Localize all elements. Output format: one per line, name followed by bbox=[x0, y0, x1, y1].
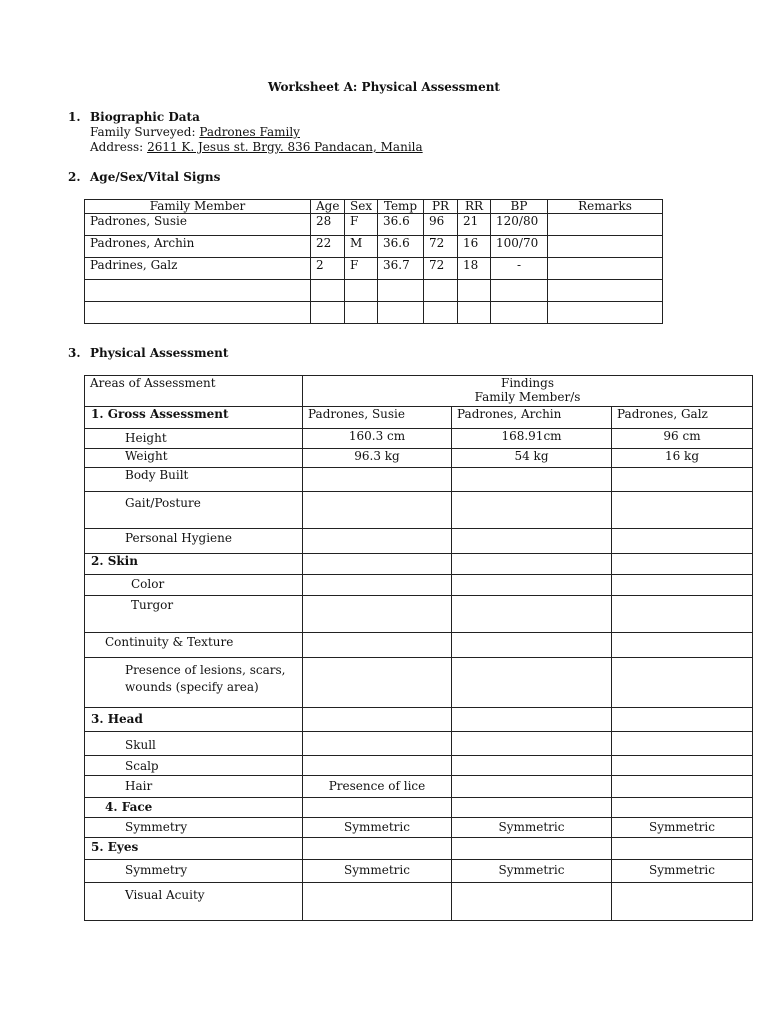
cell: 96 bbox=[424, 214, 458, 236]
cell: 72 bbox=[424, 258, 458, 280]
table-row bbox=[85, 236, 663, 258]
page-title: Worksheet A: Physical Assessment bbox=[268, 80, 500, 94]
cell bbox=[548, 280, 663, 302]
cell bbox=[458, 302, 491, 324]
cell bbox=[311, 280, 345, 302]
table-row bbox=[85, 818, 753, 838]
table-row bbox=[85, 732, 753, 756]
skin-label: 2. Skin bbox=[85, 554, 303, 575]
cell: Symmetric bbox=[452, 818, 612, 838]
cell: 36.7 bbox=[378, 258, 424, 280]
biographic-heading: 1. Biographic Data bbox=[68, 110, 200, 124]
cell bbox=[424, 302, 458, 324]
cell bbox=[452, 658, 612, 708]
row-label: Gait/Posture bbox=[85, 492, 303, 529]
table-row bbox=[85, 708, 753, 732]
cell bbox=[303, 756, 452, 776]
cell bbox=[612, 596, 753, 633]
cell: 120/80 bbox=[491, 214, 548, 236]
cell: Symmetric bbox=[612, 860, 753, 883]
cell: - bbox=[491, 258, 548, 280]
gross-assessment-label: 1. Gross Assessment bbox=[85, 407, 303, 429]
cell bbox=[303, 883, 452, 921]
cell bbox=[452, 554, 612, 575]
table-row bbox=[85, 258, 663, 280]
cell bbox=[424, 280, 458, 302]
table-row bbox=[85, 302, 663, 324]
table-row bbox=[85, 468, 753, 492]
cell bbox=[548, 258, 663, 280]
cell: 96.3 kg bbox=[303, 449, 452, 468]
cell bbox=[452, 798, 612, 818]
address-value: 2611 K. Jesus st. Brgy. 836 Pandacan, Manila bbox=[147, 140, 423, 154]
family-members-label: Family Member/s bbox=[474, 390, 581, 404]
cell: 36.6 bbox=[378, 236, 424, 258]
col-remarks: Remarks bbox=[548, 200, 663, 214]
cell: Padrines, Galz bbox=[85, 258, 311, 280]
vitals-header-row bbox=[85, 200, 663, 214]
cell bbox=[378, 280, 424, 302]
row-label: Turgor bbox=[85, 596, 303, 633]
col-temp: Temp bbox=[378, 200, 424, 214]
table-row bbox=[85, 658, 753, 708]
cell bbox=[612, 883, 753, 921]
cell bbox=[612, 708, 753, 732]
table-row bbox=[85, 449, 753, 468]
findings-header bbox=[303, 376, 753, 407]
row-label: Symmetry bbox=[85, 860, 303, 883]
cell: Symmetric bbox=[303, 860, 452, 883]
cell bbox=[452, 776, 612, 798]
findings-label: Findings bbox=[501, 376, 554, 390]
cell bbox=[548, 214, 663, 236]
col-pr: PR bbox=[424, 200, 458, 214]
cell: Presence of lice bbox=[303, 776, 452, 798]
cell: 54 kg bbox=[452, 449, 612, 468]
table-row bbox=[85, 838, 753, 860]
table-row bbox=[85, 575, 753, 596]
cell: Padrones, Archin bbox=[85, 236, 311, 258]
assessment-table bbox=[84, 375, 753, 921]
cell: 22 bbox=[311, 236, 345, 258]
cell: 28 bbox=[311, 214, 345, 236]
cell bbox=[452, 732, 612, 756]
cell bbox=[612, 468, 753, 492]
cell bbox=[345, 302, 378, 324]
table-row bbox=[85, 633, 753, 658]
row-label: Scalp bbox=[85, 756, 303, 776]
table-row bbox=[85, 407, 753, 429]
cell: M bbox=[345, 236, 378, 258]
cell: Symmetric bbox=[612, 818, 753, 838]
address-line: Address: 2611 K. Jesus st. Brgy. 836 Pandacan, Manila bbox=[90, 140, 423, 154]
cell: 168.91cm bbox=[452, 429, 612, 449]
cell bbox=[612, 838, 753, 860]
cell bbox=[612, 658, 753, 708]
cell bbox=[452, 708, 612, 732]
cell bbox=[452, 468, 612, 492]
cell bbox=[303, 575, 452, 596]
cell bbox=[458, 280, 491, 302]
member-header: Padrones, Galz bbox=[612, 407, 753, 429]
cell bbox=[548, 236, 663, 258]
cell bbox=[303, 732, 452, 756]
member-header: Padrones, Archin bbox=[452, 407, 612, 429]
areas-header: Areas of Assessment bbox=[85, 376, 303, 407]
table-row bbox=[85, 554, 753, 575]
cell bbox=[303, 798, 452, 818]
cell bbox=[311, 302, 345, 324]
cell bbox=[612, 492, 753, 529]
table-row bbox=[85, 529, 753, 554]
cell bbox=[303, 838, 452, 860]
cell bbox=[452, 575, 612, 596]
cell bbox=[303, 658, 452, 708]
row-label: Height bbox=[85, 429, 303, 449]
cell: F bbox=[345, 258, 378, 280]
cell: 36.6 bbox=[378, 214, 424, 236]
table-row bbox=[85, 883, 753, 921]
member-header: Padrones, Susie bbox=[303, 407, 452, 429]
cell bbox=[612, 633, 753, 658]
col-family-member: Family Member bbox=[85, 200, 311, 214]
table-row bbox=[85, 214, 663, 236]
cell bbox=[85, 280, 311, 302]
row-label: Body Built bbox=[85, 468, 303, 492]
face-label: 4. Face bbox=[85, 798, 303, 818]
cell bbox=[303, 529, 452, 554]
cell bbox=[612, 575, 753, 596]
row-label: Symmetry bbox=[85, 818, 303, 838]
family-surveyed-line: Family Surveyed: Padrones Family bbox=[90, 125, 300, 139]
row-label: Skull bbox=[85, 732, 303, 756]
assessment-header-row bbox=[85, 376, 753, 407]
cell: 21 bbox=[458, 214, 491, 236]
cell bbox=[452, 596, 612, 633]
cell: 16 kg bbox=[612, 449, 753, 468]
table-row bbox=[85, 280, 663, 302]
vitals-table bbox=[84, 199, 663, 324]
cell bbox=[303, 633, 452, 658]
col-sex: Sex bbox=[345, 200, 378, 214]
cell: 160.3 cm bbox=[303, 429, 452, 449]
cell bbox=[452, 492, 612, 529]
cell bbox=[303, 492, 452, 529]
cell: Padrones, Susie bbox=[85, 214, 311, 236]
vitals-heading: 2. Age/Sex/Vital Signs bbox=[68, 170, 221, 184]
cell bbox=[612, 798, 753, 818]
cell bbox=[452, 756, 612, 776]
cell bbox=[85, 302, 311, 324]
row-label: Weight bbox=[85, 449, 303, 468]
physical-heading: 3. Physical Assessment bbox=[68, 346, 229, 360]
cell bbox=[452, 529, 612, 554]
cell: Symmetric bbox=[452, 860, 612, 883]
cell: 18 bbox=[458, 258, 491, 280]
cell bbox=[452, 883, 612, 921]
table-row bbox=[85, 429, 753, 449]
cell bbox=[491, 302, 548, 324]
table-row bbox=[85, 596, 753, 633]
cell bbox=[491, 280, 548, 302]
table-row bbox=[85, 776, 753, 798]
cell: Symmetric bbox=[303, 818, 452, 838]
table-row bbox=[85, 798, 753, 818]
cell bbox=[303, 708, 452, 732]
cell bbox=[303, 596, 452, 633]
cell: 96 cm bbox=[612, 429, 753, 449]
row-label: Personal Hygiene bbox=[85, 529, 303, 554]
table-row bbox=[85, 492, 753, 529]
cell: 16 bbox=[458, 236, 491, 258]
col-bp: BP bbox=[491, 200, 548, 214]
row-label: Continuity & Texture bbox=[85, 633, 303, 658]
table-row bbox=[85, 756, 753, 776]
cell bbox=[452, 838, 612, 860]
cell bbox=[452, 633, 612, 658]
cell bbox=[612, 776, 753, 798]
cell bbox=[378, 302, 424, 324]
head-label: 3. Head bbox=[85, 708, 303, 732]
row-label: Hair bbox=[85, 776, 303, 798]
cell bbox=[303, 554, 452, 575]
cell: 2 bbox=[311, 258, 345, 280]
row-label: Visual Acuity bbox=[85, 883, 303, 921]
cell: 100/70 bbox=[491, 236, 548, 258]
cell bbox=[303, 468, 452, 492]
cell bbox=[345, 280, 378, 302]
cell bbox=[612, 529, 753, 554]
cell: 72 bbox=[424, 236, 458, 258]
cell: F bbox=[345, 214, 378, 236]
cell bbox=[612, 554, 753, 575]
family-surveyed-value: Padrones Family bbox=[199, 125, 300, 139]
cell bbox=[612, 732, 753, 756]
table-row bbox=[85, 860, 753, 883]
row-label: Presence of lesions, scars, wounds (specify area) bbox=[85, 658, 303, 708]
cell bbox=[612, 756, 753, 776]
row-label: Color bbox=[85, 575, 303, 596]
col-rr: RR bbox=[458, 200, 491, 214]
col-age: Age bbox=[311, 200, 345, 214]
eyes-label: 5. Eyes bbox=[85, 838, 303, 860]
cell bbox=[548, 302, 663, 324]
